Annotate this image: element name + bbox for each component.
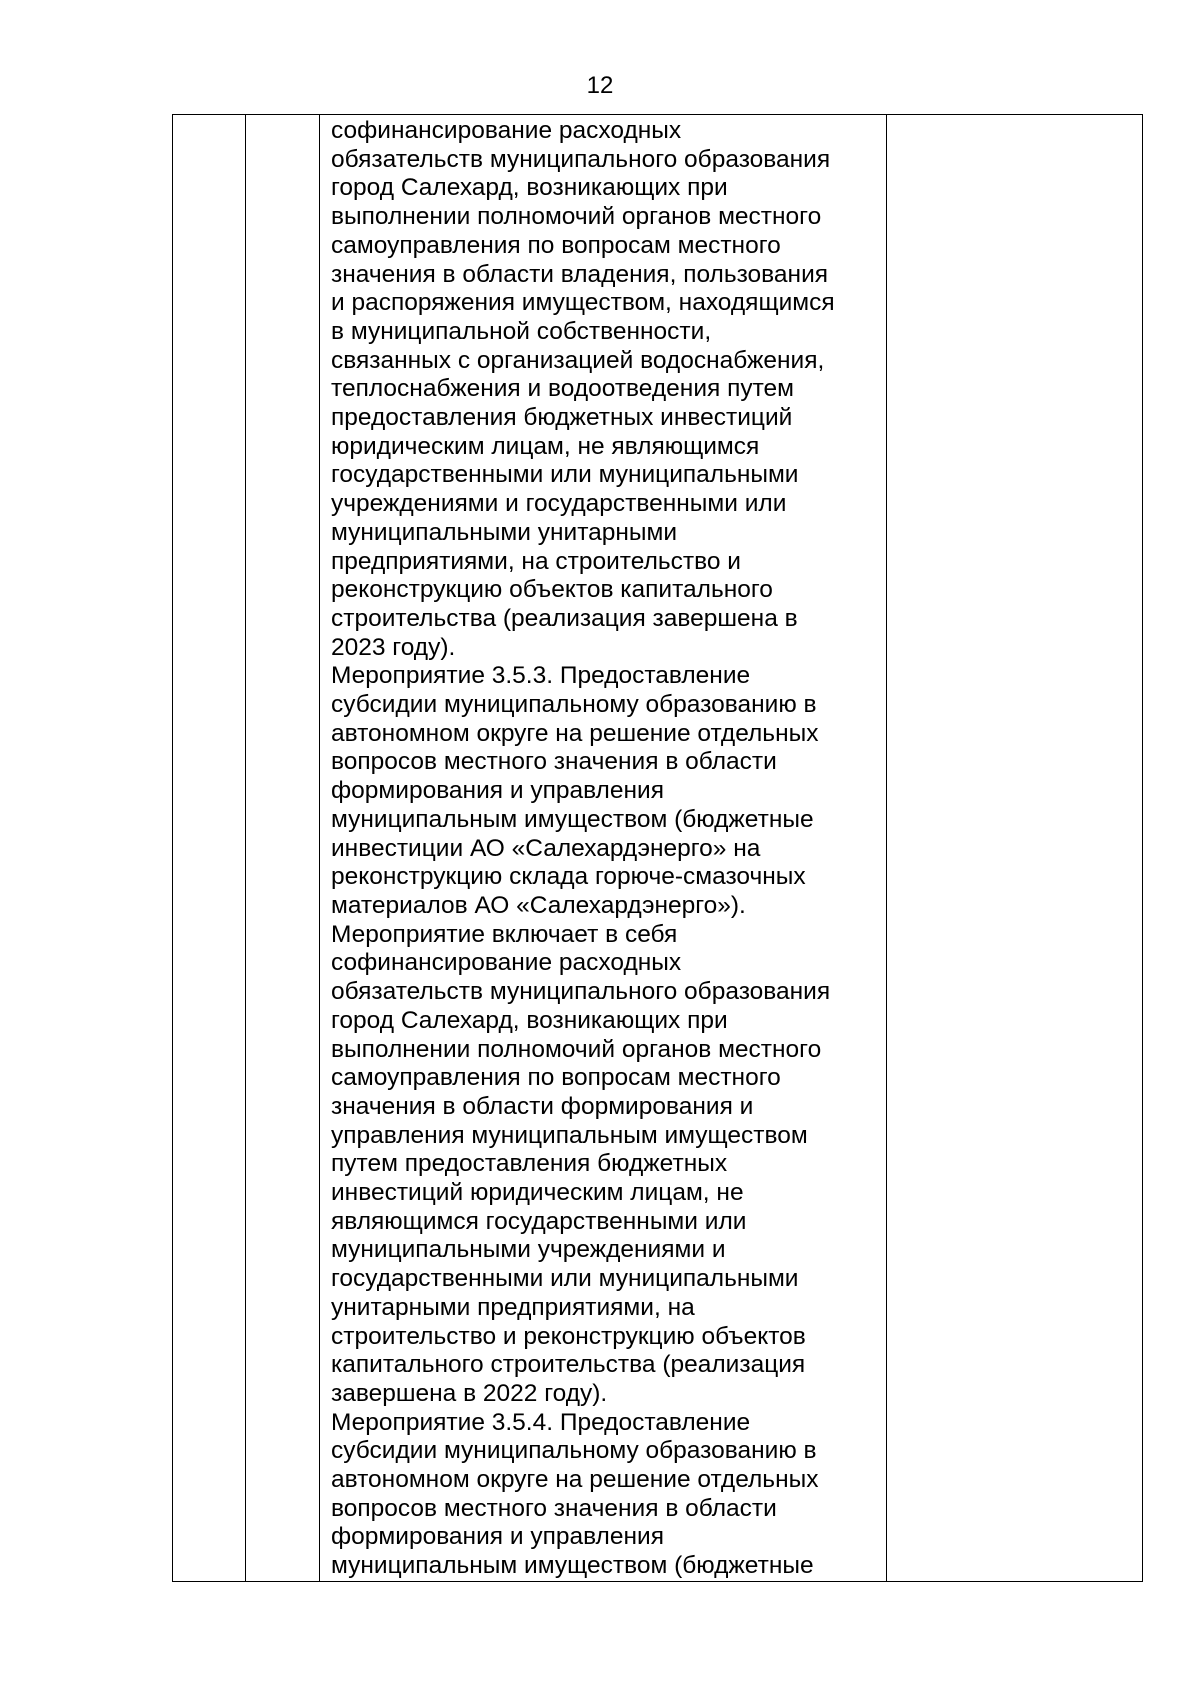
text-line: связанных с организацией водоснабжения, [331, 346, 825, 374]
text-line: автономном округе на решение отдельных [331, 1466, 819, 1494]
text-line: являющимся государственными или [331, 1207, 747, 1235]
text-line: самоуправления по вопросам местного [331, 1064, 781, 1092]
table-cell-col2 [246, 115, 320, 1582]
text-line: строительство и реконструкцию объектов [331, 1322, 806, 1350]
table-cell-col1 [173, 115, 246, 1582]
text-line: выполнении полномочий органов местного [331, 203, 822, 231]
text-line: обязательств муниципального образования [331, 145, 831, 173]
text-line: формирования и управления [331, 1523, 664, 1551]
text-line: юридическим лицам, не являющимся [331, 432, 760, 460]
text-line: значения в области владения, пользования [331, 260, 829, 288]
table-cell-col4 [887, 115, 1143, 1582]
text-line: софинансирование расходных [331, 117, 682, 144]
text-line: самоуправления по вопросам местного [331, 231, 781, 259]
text-line: софинансирование расходных [331, 949, 682, 977]
text-line: в муниципальной собственности, [331, 317, 712, 345]
text-line: Мероприятие 3.5.3. Предоставление [331, 662, 751, 690]
document-table [172, 114, 1143, 1582]
text-line: Мероприятие 3.5.4. Предоставление [331, 1408, 751, 1436]
text-line: материалов АО «Салехардэнерго»). [331, 891, 746, 919]
text-line: субсидии муниципальному образованию в [331, 691, 817, 719]
text-line: город Салехард, возникающих при [331, 174, 728, 202]
text-line: муниципальным имуществом (бюджетные [331, 1552, 814, 1580]
page-number: 12 [586, 72, 614, 99]
text-line: строительства (реализация завершена в [331, 604, 798, 632]
text-line: муниципальными унитарными [331, 518, 678, 546]
text-line: завершена в 2022 году). [331, 1379, 608, 1407]
text-line: автономном округе на решение отдельных [331, 719, 819, 747]
text-line: путем предоставления бюджетных [331, 1150, 728, 1178]
table-row [173, 115, 1143, 1582]
text-line: государственными или муниципальными [331, 1265, 799, 1293]
text-line: унитарными предприятиями, на [331, 1293, 695, 1321]
text-line: муниципальным имуществом (бюджетные [331, 805, 814, 833]
text-line: государственными или муниципальными [331, 461, 799, 489]
text-line: реконструкцию объектов капитального [331, 576, 773, 604]
text-line: управления муниципальным имуществом [331, 1121, 808, 1149]
text-line: значения в области формирования и [331, 1092, 754, 1120]
text-line: муниципальными учреждениями и [331, 1236, 726, 1264]
text-line: инвестиции АО «Салехардэнерго» на [331, 834, 761, 862]
text-line: формирования и управления [331, 777, 664, 805]
text-line: вопросов местного значения в области [331, 1494, 777, 1522]
text-line: и распоряжения имуществом, находящимся [331, 289, 835, 317]
text-line: город Салехард, возникающих при [331, 1006, 728, 1034]
text-line: учреждениями и государственными или [331, 490, 787, 518]
text-line: инвестиций юридическим лицам, не [331, 1179, 744, 1207]
text-line: предприятиями, на строительство и [331, 547, 741, 575]
table-cell-description [320, 115, 887, 1582]
text-line: теплоснабжения и водоотведения путем [331, 375, 795, 403]
text-line: выполнении полномочий органов местного [331, 1035, 822, 1063]
text-line: капитального строительства (реализация [331, 1351, 806, 1379]
text-line: реконструкцию склада горюче-смазочных [331, 863, 806, 891]
text-line: вопросов местного значения в области [331, 748, 777, 776]
text-line: предоставления бюджетных инвестиций [331, 404, 793, 432]
description-text [320, 115, 886, 1581]
text-line: Мероприятие включает в себя [331, 920, 678, 948]
text-line: субсидии муниципальному образованию в [331, 1437, 817, 1465]
text-line: обязательств муниципального образования [331, 978, 831, 1006]
text-line: 2023 году). [331, 633, 456, 661]
